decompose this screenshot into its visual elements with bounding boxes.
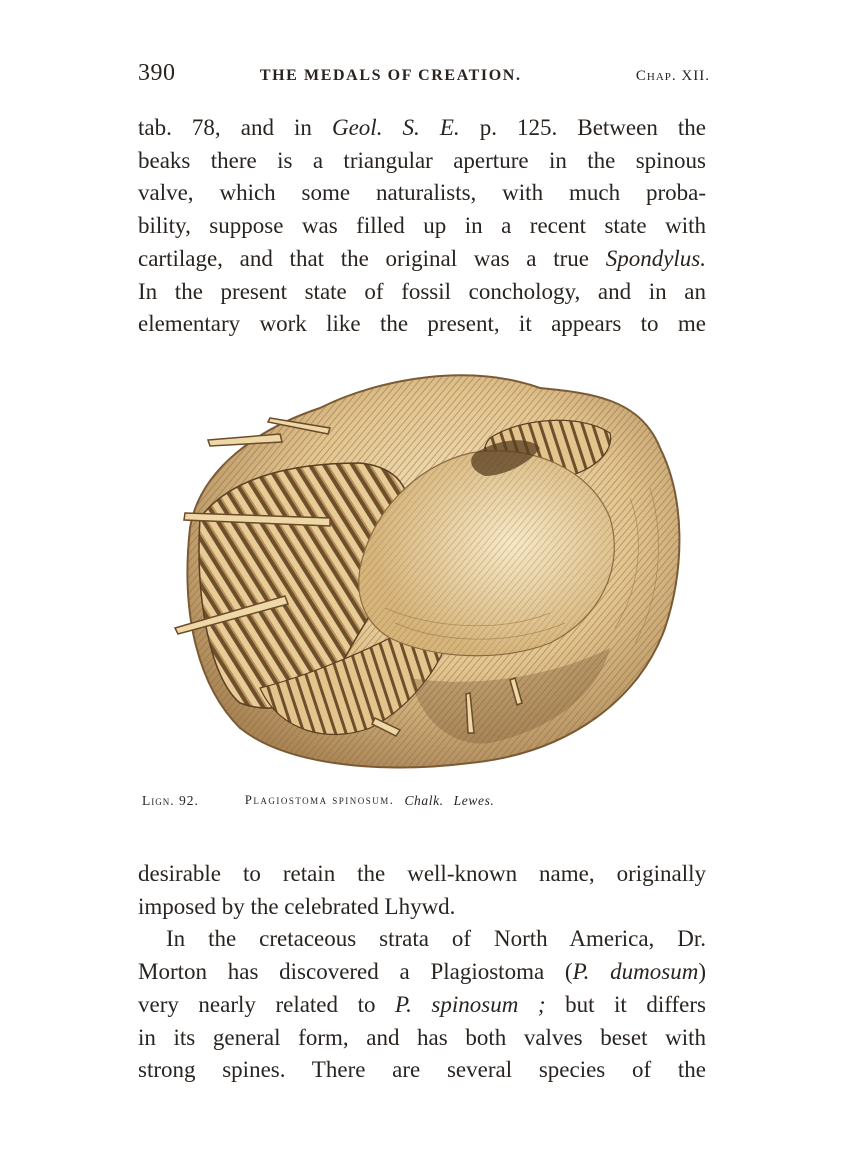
page-header: [138, 60, 710, 94]
caption-number: Lign. 92.: [142, 793, 199, 808]
text-line: In the present state of fossil conchology, and in an: [138, 278, 706, 304]
text-line: In the cretaceous strata of North America, Dr.: [166, 926, 706, 952]
figure-caption: [142, 793, 612, 809]
text-line: imposed by the celebrated Lhywd.: [138, 893, 456, 919]
paragraph-bottom: [138, 858, 706, 1087]
text-line: in its general form, and has both valves beset with: [138, 1024, 706, 1050]
text-line: Morton has discovered a Plagiostoma (P. dumosum): [138, 959, 706, 985]
text-line: valve, which some naturalists, with much proba-: [138, 180, 706, 206]
plagiostoma-engraving: [170, 358, 690, 778]
text-line: elementary work like the present, it appears to me: [138, 311, 706, 337]
page-number: 390: [138, 60, 176, 86]
text-line: very nearly related to P. spinosum ; but it differs: [138, 991, 706, 1017]
caption-formation: Chalk.: [404, 793, 444, 808]
text-line: strong spines. There are several species of the: [138, 1057, 706, 1083]
text-line: beaks there is a triangular aperture in the spinous: [138, 147, 706, 173]
caption-species: Plagiostoma spinosum.: [244, 793, 395, 807]
running-title: THE MEDALS OF CREATION.: [259, 67, 522, 84]
paragraph-top: [138, 112, 706, 341]
text-line: tab. 78, and in Geol. S. E. p. 125. Between the: [138, 115, 706, 140]
text-line: cartilage, and that the original was a true Spondylus.: [138, 245, 706, 271]
text-line: bility, suppose was filled up in a recent state with: [138, 213, 706, 239]
fossil-illustration: [170, 358, 690, 778]
caption-locality: Lewes.: [453, 793, 495, 808]
chapter-label: Chap. XII.: [635, 68, 710, 84]
text-line: desirable to retain the well-known name, originally: [138, 861, 706, 886]
caption-title: [245, 793, 495, 809]
